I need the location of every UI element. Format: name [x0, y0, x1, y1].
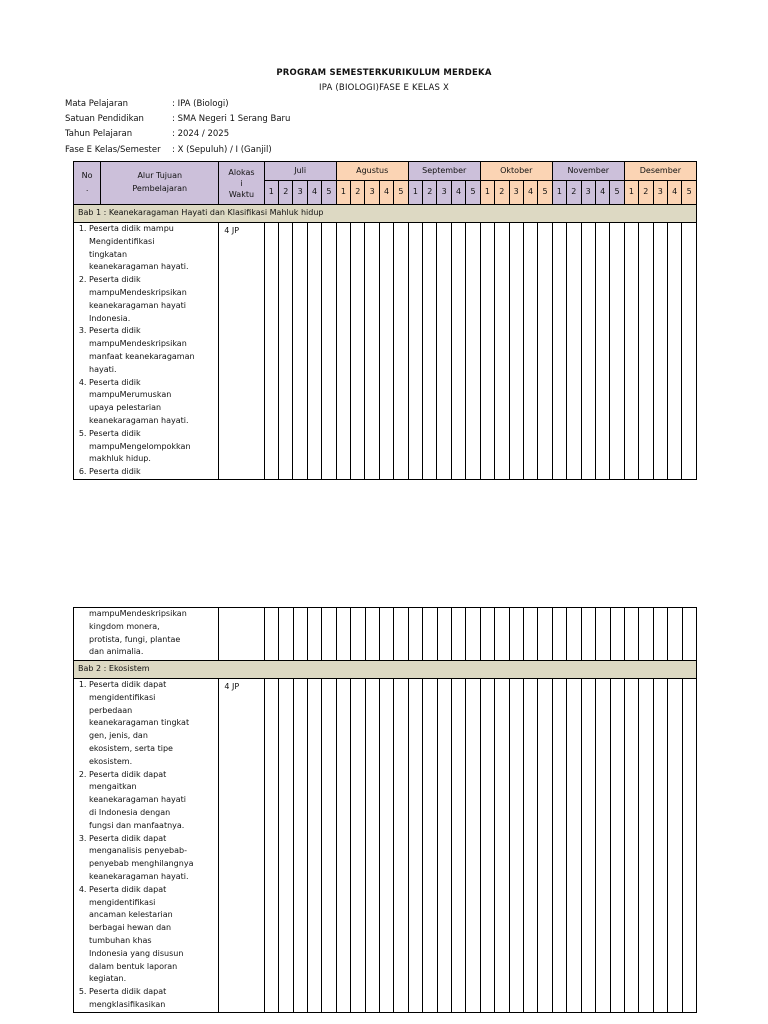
header-no [74, 162, 101, 205]
objective-line: keanekaragaman hayati. [89, 262, 189, 272]
schedule-cell [279, 679, 293, 1013]
schedule-cell [336, 608, 350, 661]
week-number: 3 [653, 181, 667, 205]
week-number: 1 [408, 181, 422, 205]
schedule-cell [552, 679, 566, 1013]
schedule-cell [653, 679, 667, 1013]
objective-line: tumbuhan khas [89, 935, 152, 945]
schedule-cell [322, 608, 336, 661]
schedule-cell [408, 679, 422, 1013]
info-value: : X (Sepuluh) / I (Ganjil) [172, 145, 272, 155]
schedule-cell [480, 223, 494, 480]
header-alokasi-line1: Alokas [228, 167, 255, 177]
objective-line: keanekaragaman hayati. [89, 415, 189, 425]
week-number: 2 [279, 181, 293, 205]
objective-line: Peserta didik [89, 326, 141, 336]
schedule-cell [552, 608, 566, 661]
schedule-cell [293, 608, 307, 661]
schedule-cell [293, 223, 307, 480]
schedule-cell [639, 223, 653, 480]
schedule-cell [596, 679, 610, 1013]
week-number: 4 [451, 181, 465, 205]
objective-line: Peserta didik dapat [89, 680, 167, 689]
schedule-cell [423, 223, 437, 480]
week-number: 1 [624, 181, 638, 205]
time-allocation-empty [219, 608, 264, 661]
header-alur-line1: Alur Tujuan [137, 171, 183, 181]
schedule-cell [423, 608, 437, 661]
schedule-cell [264, 223, 278, 480]
schedule-cell [437, 223, 451, 480]
header-alokasi-line3: Waktu [228, 189, 255, 199]
objective-line: manfaat keanekaragaman [89, 351, 195, 361]
info-value: : SMA Negeri 1 Serang Baru [172, 114, 291, 124]
program-semester-table-page1 [73, 161, 697, 480]
schedule-cell [495, 223, 509, 480]
schedule-cell [581, 608, 595, 661]
objective-line: mengaitkan [89, 782, 137, 792]
week-number: 3 [581, 181, 595, 205]
schedule-cell [452, 679, 466, 1013]
schedule-cell [552, 223, 566, 480]
week-number: 1 [480, 181, 494, 205]
objective-line: Peserta didik [89, 467, 141, 477]
schedule-cell [667, 223, 681, 480]
objective-line: mampuMendeskripsikan [89, 609, 187, 618]
week-number: 4 [667, 181, 681, 205]
objective-line: Peserta didik dapat [89, 884, 167, 894]
objective-line: Indonesia. [89, 313, 131, 323]
week-number: 2 [495, 181, 509, 205]
schedule-cell [610, 608, 624, 661]
schedule-cell [668, 679, 682, 1013]
objective-continuation [74, 608, 219, 661]
objective-line: gen, jenis, dan [89, 731, 148, 741]
objective-line: hayati. [89, 364, 117, 374]
time-allocation: 4 JP [219, 679, 264, 1013]
objective-line: keanekaragaman hayati. [89, 871, 189, 881]
week-number: 2 [567, 181, 581, 205]
schedule-cell [624, 223, 638, 480]
schedule-cell [466, 223, 480, 480]
schedule-cell [639, 608, 653, 661]
objective-line: Mengidentifikasi [89, 236, 155, 246]
info-row [65, 145, 272, 155]
schedule-cell [653, 223, 667, 480]
schedule-cell [380, 679, 394, 1013]
schedule-cell [682, 679, 696, 1013]
schedule-cell [480, 608, 494, 661]
objective-line: mampuMengelompokkan [89, 441, 191, 451]
objective-line: dan animalia. [89, 647, 144, 657]
schedule-cell [322, 223, 336, 480]
objective-line: Peserta didik mampu [89, 224, 174, 233]
schedule-cell [624, 608, 638, 661]
info-value: : 2024 / 2025 [172, 129, 230, 139]
week-number: 1 [336, 181, 350, 205]
schedule-cell [423, 679, 437, 1013]
week-number: 4 [307, 181, 321, 205]
schedule-cell [336, 223, 350, 480]
schedule-cell [351, 608, 365, 661]
schedule-cell [264, 679, 278, 1013]
week-number: 3 [437, 181, 451, 205]
objective-line: Indonesia yang disusun [89, 948, 184, 958]
header-no-text: No [81, 171, 93, 181]
schedule-cell [408, 608, 422, 661]
objective-line: mengidentifikasi [89, 692, 156, 702]
objective-line: kingdom monera, [89, 621, 160, 631]
schedule-cell [524, 679, 538, 1013]
schedule-cell [452, 608, 466, 661]
objective-line: keanekaragaman hayati [89, 795, 187, 805]
schedule-cell [610, 223, 624, 480]
schedule-cell [379, 223, 393, 480]
learning-objective-item [89, 223, 218, 274]
info-label: Tahun Pelajaran [65, 129, 133, 139]
schedule-cell [581, 679, 595, 1013]
learning-objective-item [89, 428, 218, 466]
schedule-cell [408, 223, 422, 480]
schedule-cell [351, 223, 365, 480]
objective-line: makhluk hidup. [89, 454, 151, 464]
info-row [65, 99, 229, 109]
objective-line: Peserta didik [89, 377, 141, 387]
week-number: 5 [682, 181, 697, 205]
schedule-cell [394, 679, 408, 1013]
schedule-cell [264, 608, 278, 661]
schedule-cell [394, 608, 408, 661]
schedule-cell [307, 608, 321, 661]
week-number: 5 [610, 181, 624, 205]
week-number: 4 [523, 181, 537, 205]
schedule-cell [365, 679, 379, 1013]
objective-line: mengidentifikasi [89, 897, 156, 907]
header-alur [101, 162, 219, 205]
schedule-cell [610, 679, 624, 1013]
objective-line: keanekaragaman hayati [89, 300, 187, 310]
info-label: Fase E Kelas/Semester [65, 145, 161, 155]
time-allocation: 4 JP [219, 223, 264, 480]
week-number: 5 [466, 181, 480, 205]
learning-objectives-cell [74, 223, 219, 480]
week-number: 3 [509, 181, 523, 205]
schedule-cell [380, 608, 394, 661]
learning-objectives-cell [74, 679, 219, 1013]
schedule-cell [307, 223, 321, 480]
objective-line: perbedaan [89, 705, 133, 715]
learning-objectives-list [74, 679, 218, 1012]
schedule-cell [351, 679, 365, 1013]
week-number: 3 [365, 181, 379, 205]
schedule-cell [466, 679, 480, 1013]
objective-line: ancaman kelestarian [89, 910, 173, 920]
objective-line: ekosistem, serta tipe [89, 743, 173, 753]
schedule-cell [437, 679, 451, 1013]
schedule-cell [279, 608, 293, 661]
schedule-cell [538, 223, 552, 480]
header-alokasi-line2: i [240, 178, 243, 188]
month-header: November [552, 162, 624, 181]
month-header: Oktober [480, 162, 552, 181]
schedule-cell [509, 608, 523, 661]
schedule-cell [437, 608, 451, 661]
schedule-cell [451, 223, 465, 480]
objective-line: protista, fungi, plantae [89, 634, 181, 644]
month-header: Agustus [336, 162, 408, 181]
schedule-cell [538, 679, 552, 1013]
schedule-cell [567, 223, 581, 480]
objective-line: mampuMendeskripsikan [89, 339, 187, 349]
schedule-cell [567, 608, 581, 661]
week-number: 4 [595, 181, 609, 205]
header-alur-line2: Pembelajaran [132, 184, 188, 193]
chapter-title: Bab 1 : Keanekaragaman Hayati dan Klasifikasi Mahluk hidup [74, 205, 697, 223]
schedule-cell [495, 608, 509, 661]
schedule-cell [495, 679, 509, 1013]
learning-objective-item [89, 884, 218, 986]
objective-line: ekosistem. [89, 756, 133, 766]
document-title: PROGRAM SEMESTERKURIKULUM MERDEKA [276, 68, 492, 78]
objective-line: fungsi dan manfaatnya. [89, 820, 185, 830]
schedule-cell [322, 679, 336, 1013]
schedule-cell [509, 223, 523, 480]
schedule-cell [682, 608, 696, 661]
learning-objective-item [89, 325, 218, 376]
week-number: 1 [264, 181, 278, 205]
schedule-cell [279, 223, 293, 480]
objective-line: menganalisis penyebab- [89, 846, 187, 856]
schedule-cell [293, 679, 307, 1013]
learning-objectives-list [74, 223, 218, 479]
schedule-cell [624, 679, 638, 1013]
week-number: 1 [552, 181, 566, 205]
info-row [65, 114, 290, 124]
learning-objective-item [89, 833, 218, 884]
objective-line: berbagai hewan dan [89, 923, 172, 933]
objective-line: upaya pelestarian [89, 403, 162, 413]
info-label: Satuan Pendidikan [65, 114, 144, 124]
week-number: 3 [293, 181, 307, 205]
month-header: Juli [264, 162, 336, 181]
chapter-title: Bab 2 : Ekosistem [74, 661, 697, 679]
schedule-cell [365, 223, 379, 480]
schedule-cell [524, 608, 538, 661]
learning-objective-item [89, 679, 218, 769]
objective-line: Peserta didik dapat [89, 987, 167, 997]
info-row [65, 129, 229, 139]
schedule-cell [336, 679, 350, 1013]
week-number: 5 [322, 181, 336, 205]
learning-objective-item [89, 377, 218, 428]
objective-line: Peserta didik dapat [89, 833, 167, 843]
schedule-cell [581, 223, 595, 480]
week-number: 5 [538, 181, 552, 205]
schedule-cell [394, 223, 408, 480]
objective-line: mampuMendeskripsikan [89, 287, 187, 297]
schedule-cell [365, 608, 379, 661]
schedule-cell [538, 608, 552, 661]
learning-objective-item [89, 769, 218, 833]
month-header: September [408, 162, 480, 181]
info-value: : IPA (Biologi) [172, 99, 229, 109]
objective-line: dalam bentuk laporan [89, 961, 178, 971]
week-number: 2 [423, 181, 437, 205]
schedule-cell [307, 679, 321, 1013]
month-header: Desember [624, 162, 696, 181]
program-semester-table-page2 [73, 607, 697, 1013]
header-alokasi [219, 162, 264, 205]
objective-line: Peserta didik dapat [89, 769, 167, 779]
objective-line: keanekaragaman tingkat [89, 718, 190, 728]
week-number: 2 [639, 181, 653, 205]
schedule-cell [682, 223, 697, 480]
objective-line: Peserta didik [89, 275, 141, 285]
schedule-cell [466, 608, 480, 661]
schedule-cell [523, 223, 537, 480]
schedule-cell [509, 679, 523, 1013]
document-subtitle: IPA (BIOLOGI)FASE E KELAS X [319, 83, 449, 93]
schedule-cell [668, 608, 682, 661]
schedule-cell [596, 608, 610, 661]
objective-line: mampuMerumuskan [89, 390, 172, 400]
objective-line: penyebab menghilangnya [89, 859, 194, 869]
schedule-cell [595, 223, 609, 480]
week-number: 5 [394, 181, 408, 205]
objective-line: kegiatan. [89, 974, 127, 984]
week-number: 2 [351, 181, 365, 205]
schedule-cell [639, 679, 653, 1013]
objective-line: tingkatan [89, 249, 128, 259]
schedule-cell [480, 679, 494, 1013]
info-label: Mata Pelajaran [65, 99, 129, 109]
learning-objective-item [89, 466, 218, 479]
objective-line: Peserta didik [89, 428, 141, 438]
learning-objective-item [89, 274, 218, 325]
header-no-dot: . [85, 184, 89, 193]
learning-objective-item [89, 986, 218, 1012]
week-number: 4 [379, 181, 393, 205]
objective-line: di Indonesia dengan [89, 807, 171, 817]
schedule-cell [653, 608, 667, 661]
schedule-cell [567, 679, 581, 1013]
objective-line: mengklasifikasikan [89, 999, 166, 1009]
